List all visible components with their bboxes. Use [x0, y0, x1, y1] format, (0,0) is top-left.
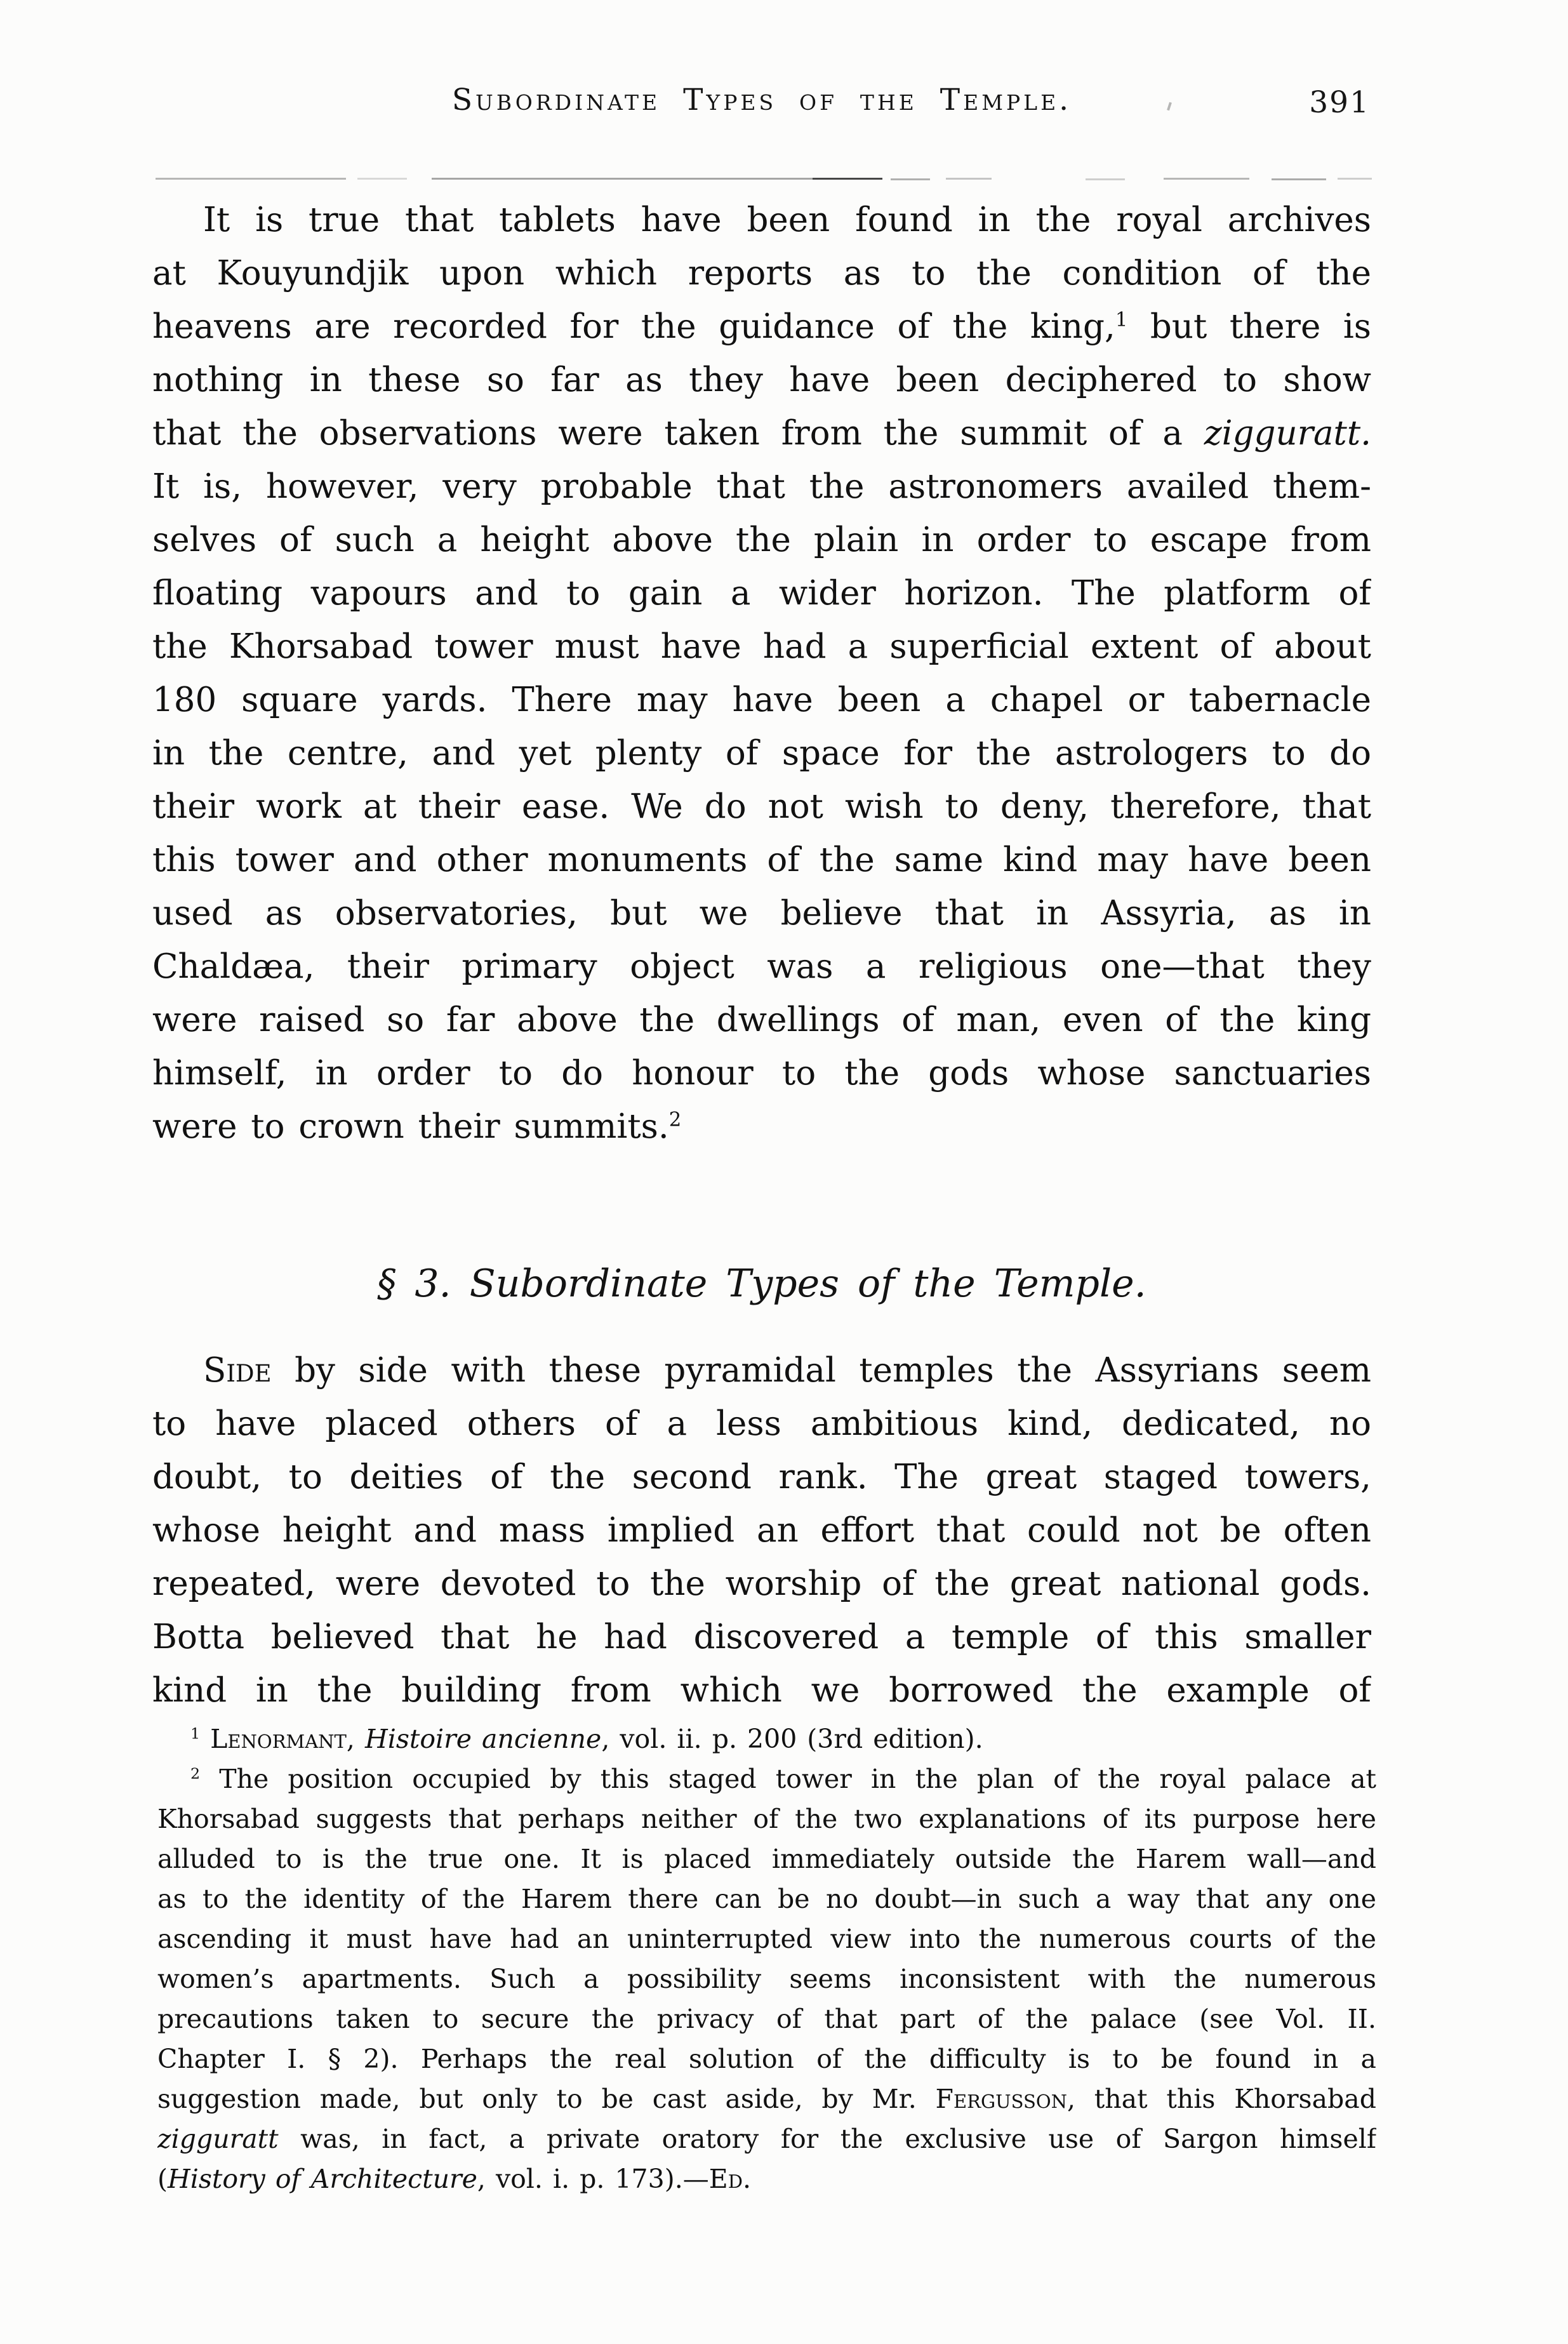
text-line: used as observatories, but we believe that in Assyria, as in [152, 894, 1371, 933]
footnote-1 [157, 1719, 1376, 1759]
text-line: as to the identity of the Harem there can be no doubt—in such a way that any one [157, 1884, 1376, 1914]
text-line: were to crown their summits.$^2$ [152, 1107, 682, 1146]
text-line: 180 square yards. There may have been a chapel or tabernacle [152, 681, 1371, 719]
footnote-2 [157, 1759, 1376, 2199]
text-line: nothing in these so far as they have been deciphered to show [152, 361, 1371, 399]
text-line: this tower and other monuments of the same kind may have been [152, 841, 1371, 879]
text-line: their work at their ease. We do not wish to deny, therefore, that [152, 787, 1371, 826]
text-line: zigguratt was, in fact, a private oratory for the exclusive use of Sargon himself [157, 2124, 1376, 2154]
text-line: Side by side with these pyramidal temples the Assyrians seem [203, 1351, 1371, 1390]
page-header [152, 78, 1371, 123]
text-line: $^2$ The position occupied by this staged tower in the plan of the royal palace at [190, 1764, 1376, 1794]
text-line: Khorsabad suggests that perhaps neither of the two explanations of its purpose here [157, 1804, 1376, 1834]
text-line: floating vapours and to gain a wider horizon. The platform of [152, 574, 1371, 613]
text-line: ascending it must have had an uninterrupted view into the numerous courts of the [157, 1924, 1376, 1954]
text-line: whose height and mass implied an effort that could not be often [152, 1511, 1371, 1550]
page-number: 391 [1309, 85, 1370, 120]
paragraph-1 [152, 194, 1371, 1154]
text-line: kind in the building from which we borrowed the example of [152, 1671, 1371, 1710]
text-line: doubt, to deities of the second rank. The great staged towers, [152, 1458, 1371, 1496]
header-rule [156, 177, 1372, 180]
text-line: repeated, were devoted to the worship of the great national gods. [152, 1564, 1371, 1603]
text-line: $^1$ Lenormant, Histoire ancienne, vol. ii. p. 200 (3rd edition). [190, 1724, 983, 1754]
text-line: himself, in order to do honour to the gods whose sanctuaries [152, 1054, 1371, 1093]
text-line: women’s apartments. Such a possibility seems inconsistent with the numerous [157, 1964, 1376, 1994]
running-title: Subordinate Types of the Temple. [451, 83, 1072, 117]
text-line: to have placed others of a less ambitious kind, dedicated, no [152, 1404, 1371, 1443]
section-heading: § 3. Subordinate Types of the Temple. [377, 1262, 1146, 1306]
text-line: It is, however, very probable that the astronomers availed them- [152, 467, 1371, 506]
text-line: Chapter I. § 2). Perhaps the real solution of the difficulty is to be found in a [157, 2044, 1376, 2074]
text-line: (History of Architecture, vol. i. p. 173).—Ed. [157, 2164, 751, 2194]
text-line: Chaldæa, their primary object was a religious one—that they [152, 947, 1371, 986]
text-line: Botta believed that he had discovered a temple of this smaller [152, 1618, 1371, 1656]
text-line: in the centre, and yet plenty of space for the astrologers to do [152, 734, 1371, 773]
text-line: at Kouyundjik upon which reports as to the condition of the [152, 254, 1371, 293]
text-line: the Khorsabad tower must have had a superficial extent of about [152, 627, 1371, 666]
text-line: were raised so far above the dwellings of man, even of the king [152, 1001, 1371, 1039]
text-line: heavens are recorded for the guidance of the king,$^1$ but there is [152, 307, 1371, 346]
paragraph-2 [152, 1344, 1371, 1717]
text-line: It is true that tablets have been found in the royal archives [203, 201, 1371, 239]
text-line: alluded to is the true one. It is placed immediately outside the Harem wall—and [157, 1844, 1376, 1874]
text-line: precautions taken to secure the privacy of that part of the palace (see Vol. II. [157, 2004, 1376, 2034]
text-line: suggestion made, but only to be cast aside, by Mr. Fergusson, that this Khorsabad [157, 2084, 1376, 2114]
text-line: selves of such a height above the plain in order to escape from [152, 521, 1371, 559]
text-line: that the observations were taken from the summit of a zigguratt. [152, 414, 1371, 453]
